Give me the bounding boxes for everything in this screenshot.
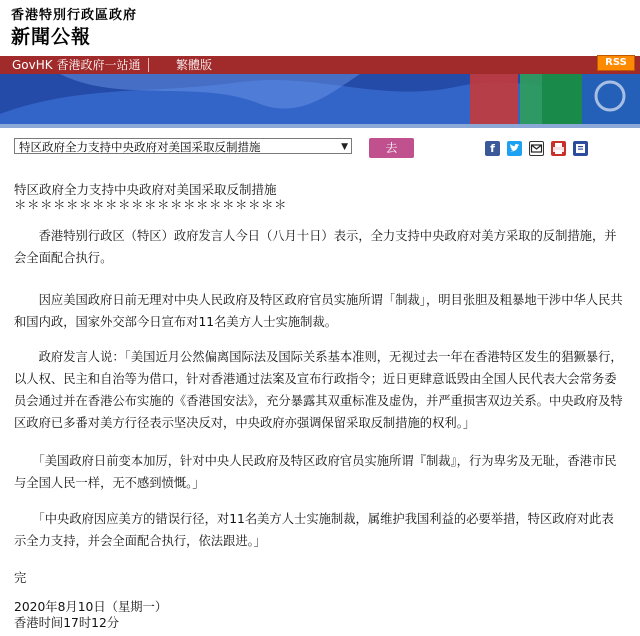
press-release-select[interactable] bbox=[14, 138, 352, 154]
rss-button[interactable]: RSS bbox=[597, 55, 635, 71]
bookmark-icon[interactable] bbox=[573, 141, 588, 156]
go-button[interactable]: 去 bbox=[369, 138, 414, 158]
banner-graphic bbox=[0, 74, 640, 124]
government-name: 香港特別行政區政府 bbox=[11, 8, 138, 23]
end-mark: 完 bbox=[14, 571, 27, 585]
header-banner bbox=[0, 74, 640, 124]
title-underline-stars: ＊＊＊＊＊＊＊＊＊＊＊＊＊＊＊＊＊＊＊＊＊ bbox=[14, 197, 288, 212]
printer-shape bbox=[551, 141, 566, 156]
traditional-version-link[interactable]: 繁體版 bbox=[176, 58, 213, 72]
article-title: 特区政府全力支持中央政府对美国采取反制措施 bbox=[14, 182, 277, 197]
release-date: 2020年8月10日（星期一） bbox=[14, 600, 168, 614]
article-paragraph-1: 香港特别行政区（特区）政府发言人今日（八月十日）表示，全力支持中央政府对美方采取的反制措施，并会全面配合执行。 bbox=[14, 229, 617, 265]
nav-divider bbox=[148, 58, 149, 72]
banner-green-block bbox=[520, 74, 542, 124]
banner-green-block-2 bbox=[542, 74, 582, 124]
article-paragraph-5: 「中央政府因应美方的错误行径，对11名美方人士实施制裁，属维护我国利益的必要举措，特区政府对此表示全力支持，并会全面配合执行，依法跟进。」 bbox=[14, 512, 614, 548]
chevron-down-icon: ▼ bbox=[341, 142, 348, 152]
print-icon[interactable] bbox=[551, 141, 566, 156]
release-time: 香港时间17时12分 bbox=[14, 616, 120, 630]
envelope-shape bbox=[530, 142, 543, 155]
twitter-bird-shape bbox=[507, 141, 522, 156]
press-release-select-value: 特区政府全力支持中央政府对美国采取反制措施 bbox=[19, 140, 261, 154]
page-section-title: 新聞公報 bbox=[11, 26, 92, 48]
bookmark-shape bbox=[573, 141, 588, 156]
article-paragraph-3: 政府发言人说：「美国近月公然偏离国际法及国际关系基本准则，无视过去一年在香港特区发生的猖獗暴行，以人权、民主和自治等为借口，针对香港通过法案及宣布行政指令；近日更肆意诋毁由全国人民代表大会常务委员会通过并在香港公布实施的《香港国安法》，充分暴露其双重标准及虚伪，并严重损害双边关系。中央政府及特区政府已多番对美方行径表示坚决反对，中央政府亦强调保留采取反制措施的权利。」 bbox=[14, 350, 623, 430]
article-paragraph-4: 「美国政府日前变本加厉，针对中央人民政府及特区政府官员实施所谓『制裁』，行为卑劣及无耻，香港市民与全国人民一样，无不感到愤慨。」 bbox=[14, 454, 617, 490]
govhk-link[interactable]: GovHK 香港政府一站通 bbox=[12, 58, 141, 72]
email-icon[interactable] bbox=[529, 141, 544, 156]
facebook-icon[interactable]: f bbox=[485, 141, 500, 156]
banner-red-block bbox=[470, 74, 518, 124]
twitter-icon[interactable] bbox=[507, 141, 522, 156]
banner-divider bbox=[0, 124, 640, 128]
article-paragraph-2: 因应美国政府日前无理对中央人民政府及特区政府官员实施所谓「制裁」，明目张胆及粗暴地干涉中华人民共和国内政，国家外交部今日宣布对11名美方人士实施制裁。 bbox=[14, 293, 623, 329]
